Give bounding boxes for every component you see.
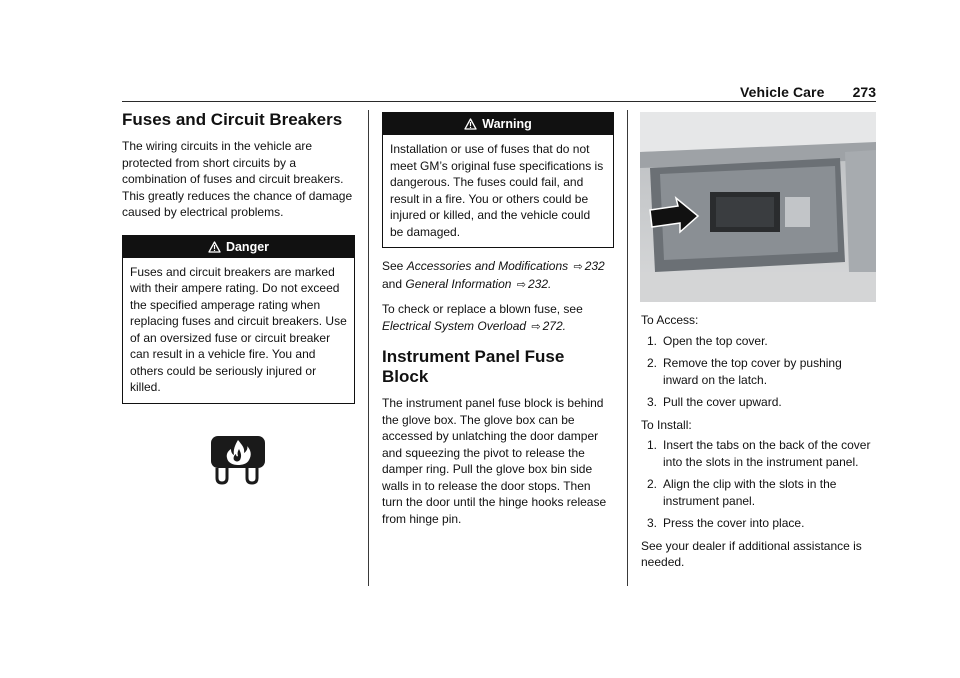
page-link-232a[interactable]: 232 bbox=[584, 259, 605, 273]
step-text: Pull the cover upward. bbox=[663, 395, 782, 409]
page-header bbox=[740, 76, 876, 100]
column-2 bbox=[382, 112, 614, 535]
access-label: To Access: bbox=[641, 313, 699, 327]
caution-triangle-icon bbox=[208, 241, 221, 253]
section-heading-fuses: Fuses and Circuit Breakers bbox=[122, 110, 343, 129]
intro-paragraph: The wiring circuits in the vehicle are protected from short circuits by a combination of fuses and circuit breakers. This greatly reduces the chance of damage caused by electrical problems. bbox=[122, 139, 353, 219]
column-3 bbox=[641, 112, 877, 579]
list-item bbox=[641, 437, 877, 470]
access-steps bbox=[641, 333, 877, 411]
danger-header bbox=[123, 236, 354, 258]
page-ref-icon: ⇨ bbox=[516, 278, 526, 291]
caution-triangle-icon bbox=[464, 118, 477, 130]
warning-text: Installation or use of fuses that do not meet GM’s original fuse specifications is dangerous. The fuses could fail, and result in a fire. You or others could be injured or killed, and the vehicle could be damaged. bbox=[390, 142, 604, 239]
check-text: To check or replace a blown fuse, see bbox=[382, 302, 583, 316]
page-number: 273 bbox=[852, 84, 876, 100]
step-number: 3. bbox=[647, 395, 658, 409]
section-heading-fuse-block: Instrument Panel Fuse Block bbox=[382, 347, 565, 386]
column-divider-2 bbox=[627, 110, 628, 586]
see-prefix: See bbox=[382, 259, 404, 273]
list-item bbox=[641, 515, 877, 532]
step-number: 2. bbox=[647, 477, 658, 491]
fuse-block-paragraph: The instrument panel fuse block is behind the glove box. The glove box can be accessed by unlatching the door damper and squeezing the pivot to release the damper ring. Pull the glove box bin side walls in to release the door stops. Then turn the door until the hinge hooks release from hinge pin. bbox=[382, 396, 607, 526]
list-item bbox=[641, 476, 877, 509]
danger-text: Fuses and circuit breakers are marked with their ampere rating. Do not exceed the specified amperage rating when replacing fuses and circuit breakers. Use of an oversized fuse or circuit breaker can result in a vehicle fire. You and others could be seriously injured or killed. bbox=[130, 264, 347, 394]
fuse-block-photo bbox=[640, 112, 876, 302]
page-ref-icon: ⇨ bbox=[573, 261, 583, 273]
see-references bbox=[382, 258, 614, 293]
install-steps bbox=[641, 437, 877, 532]
list-item bbox=[641, 333, 877, 350]
page-link-272[interactable]: 272. bbox=[542, 318, 566, 333]
list-item bbox=[641, 394, 877, 411]
link-general-info[interactable]: General Information bbox=[405, 276, 512, 291]
link-electrical-overload[interactable]: Electrical System Overload bbox=[382, 318, 527, 333]
step-text: Insert the tabs on the back of the cover into the slots in the instrument panel. bbox=[663, 438, 871, 469]
fuse-fire-icon bbox=[209, 434, 269, 488]
see-and: and bbox=[382, 276, 403, 291]
page-ref-icon: ⇨ bbox=[531, 320, 541, 333]
column-divider-1 bbox=[368, 110, 369, 586]
step-text: Remove the top cover by pushing inward on the latch. bbox=[663, 356, 842, 387]
page-link-232b[interactable]: 232. bbox=[528, 276, 552, 291]
step-number: 1. bbox=[647, 333, 658, 348]
danger-label: Danger bbox=[225, 239, 270, 254]
step-text: Open the top cover. bbox=[663, 333, 768, 348]
list-item bbox=[641, 355, 877, 388]
step-number: 2. bbox=[647, 356, 658, 370]
warning-box bbox=[382, 112, 614, 248]
check-fuse-paragraph bbox=[382, 301, 614, 335]
step-text: Press the cover into place. bbox=[663, 516, 805, 530]
step-number: 3. bbox=[647, 516, 658, 530]
step-text: Align the clip with the slots in the instrument panel. bbox=[663, 477, 837, 508]
header-rule bbox=[122, 101, 876, 102]
column-1 bbox=[122, 110, 355, 488]
step-number: 1. bbox=[647, 438, 658, 452]
install-label: To Install: bbox=[641, 417, 692, 432]
dealer-note: See your dealer if additional assistance is needed. bbox=[641, 538, 862, 569]
warning-label: Warning bbox=[482, 117, 532, 131]
link-accessories[interactable]: Accessories and Modifications bbox=[406, 259, 569, 273]
section-title: Vehicle Care bbox=[740, 84, 825, 100]
warning-header bbox=[383, 113, 613, 135]
danger-box bbox=[122, 235, 355, 404]
